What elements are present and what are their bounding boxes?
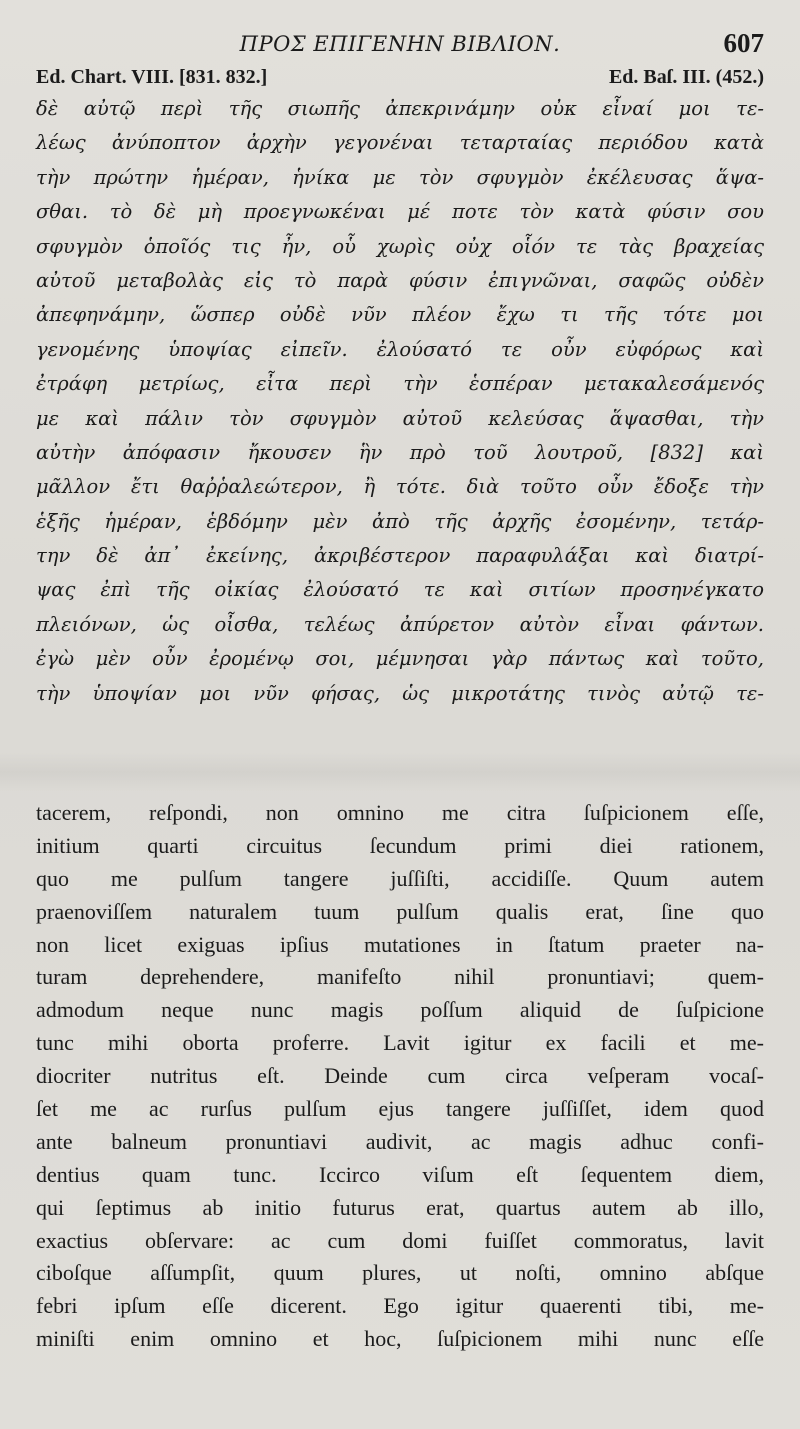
edition-references xyxy=(36,66,764,92)
latin-text-line: dentius quam tunc. Iccirco viſum eſt ſequentem diem, xyxy=(36,1161,764,1187)
latin-text-line: non licet exiguas ipſius mutationes in ſtatum praeter na- xyxy=(36,931,764,957)
latin-text-line: ciboſque aſſumpſit, quum plures, ut noſti, omnino abſque xyxy=(36,1260,764,1286)
running-head xyxy=(36,28,764,62)
greek-text-line: σφυγμὸν ὁποῖός τις ἦν, οὗ χωρὶς οὐχ οἷόν τε τὰς βραχείας xyxy=(36,234,764,258)
greek-text-block xyxy=(36,92,764,711)
latin-text-line: qui ſeptimus ab initio futurus erat, quartus autem ab illo, xyxy=(36,1194,764,1220)
greek-text-line: αὐτὴν ἀπόφασιν ἤκουσεν ἣν πρὸ τοῦ λουτροῦ, [832] καὶ xyxy=(36,440,764,464)
page-number: 607 xyxy=(723,28,764,58)
latin-text-line: tunc mihi oborta proferre. Lavit igitur ex facili et me- xyxy=(36,1030,764,1056)
greek-text-line: σθαι. τὸ δὲ μὴ προεγνωκέναι μέ ποτε τὸν κατὰ φύσιν σου xyxy=(36,200,764,224)
latin-text-line: ſet me ac rurſus pulſum ejus tangere juſſiſſet, idem quod xyxy=(36,1096,764,1122)
latin-text-line: admodum neque nunc magis poſſum aliquid de ſuſpicione xyxy=(36,997,764,1023)
greek-text-line: την δὲ ἀπ᾽ ἐκείνης, ἀκριβέστερον παραφυλάξαι καὶ διατρί- xyxy=(36,544,764,568)
greek-text-line: τὴν πρώτην ἡμέραν, ἡνίκα με τὸν σφυγμὸν ἐκέλευσας ἅψα- xyxy=(36,165,764,189)
greek-text-line: ἑξῆς ἡμέραν, ἑβδόμην μὲν ἀπὸ τῆς ἀρχῆς ἐσομένην, τετάρ- xyxy=(36,509,764,533)
greek-text-line: τὴν ὑποψίαν μοι νῦν φήσας, ὡς μικροτάτης τινὸς αὐτῷ τε- xyxy=(36,681,764,705)
greek-text-line: γενομένης ὑποψίας εἰπεῖν. ἐλούσατό τε οὖν εὐφόρως καὶ xyxy=(36,337,764,361)
greek-text-line: πλειόνων, ὡς οἶσθα, τελέως ἀπύρετον αὐτὸν εἶναι φάντων. xyxy=(36,612,764,636)
greek-text-line: με καὶ πάλιν τὸν σφυγμὸν αὐτοῦ κελεύσας ἅψασθαι, τὴν xyxy=(36,406,764,430)
greek-text-line: ψας ἐπὶ τῆς οἰκίας ἐλούσατό τε καὶ σιτίων προσηνέγκατο xyxy=(36,578,764,602)
latin-text-line: exactius obſervare: ac cum domi fuiſſet commoratus, lavit xyxy=(36,1227,764,1253)
greek-text-line: αὐτοῦ μεταβολὰς εἰς τὸ παρὰ φύσιν ἐπιγνῶναι, σαφῶς οὐδὲν xyxy=(36,268,764,292)
edition-reference-basel: Ed. Baſ. III. (452.) xyxy=(608,66,764,88)
show-through-band xyxy=(0,752,800,792)
edition-reference-chartier: Ed. Chart. VIII. [831. 832.] xyxy=(36,66,268,88)
latin-text-line: quo me pulſum tangere juſſiſti, accidiſſe. Quum autem xyxy=(36,865,764,891)
latin-text-line: febri ipſum eſſe dicerent. Ego igitur quaerenti tibi, me- xyxy=(36,1293,764,1319)
latin-text-line: tacerem, reſpondi, non omnino me citra ſuſpicionem eſſe, xyxy=(36,800,764,825)
latin-text-line: turam deprehendere, manifeſto nihil pronuntiavi; quem- xyxy=(36,964,764,990)
latin-text-line: ante balneum pronuntiavi audivit, ac magis adhuc confi- xyxy=(36,1128,764,1154)
latin-text-line: miniſti enim omnino et hoc, ſuſpicionem mihi nunc eſſe xyxy=(36,1326,764,1352)
greek-text-line: μᾶλλον ἔτι θαῤῥαλεώτερον, ἢ τότε. διὰ τοῦτο οὖν ἔδοξε τὴν xyxy=(36,475,764,499)
greek-text-line: ἐτράφη μετρίως, εἶτα περὶ τὴν ἑσπέραν μετακαλεσάμενός xyxy=(36,372,764,396)
latin-text-line: praenoviſſem naturalem tuum pulſum qualis erat, ſine quo xyxy=(36,898,764,924)
running-title: ΠΡΟΣ ΕΠΙΓΕΝΗΝ ΒΙΒΛΙΟΝ. xyxy=(239,32,561,56)
latin-text-line: diocriter nutritus eſt. Deinde cum circa veſperam vocaſ- xyxy=(36,1063,764,1089)
greek-text-line: ἐγὼ μὲν οὖν ἐρομένῳ σοι, μέμνησαι γὰρ πάντως καὶ τοῦτο, xyxy=(36,647,764,671)
greek-text-line: ἀπεφηνάμην, ὥσπερ οὐδὲ νῦν πλέον ἔχω τι τῆς τότε μοι xyxy=(36,303,764,327)
greek-text-line: δὲ αὐτῷ περὶ τῆς σιωπῆς ἀπεκρινάμην οὐκ εἶναί μοι τε- xyxy=(36,97,764,120)
latin-text-line: initium quarti circuitus ſecundum primi diei rationem, xyxy=(36,832,764,858)
latin-text-block xyxy=(36,797,764,1356)
greek-text-line: λέως ἀνύποπτον ἀρχὴν γεγονέναι τεταρταίας περιόδου κατὰ xyxy=(36,131,764,155)
